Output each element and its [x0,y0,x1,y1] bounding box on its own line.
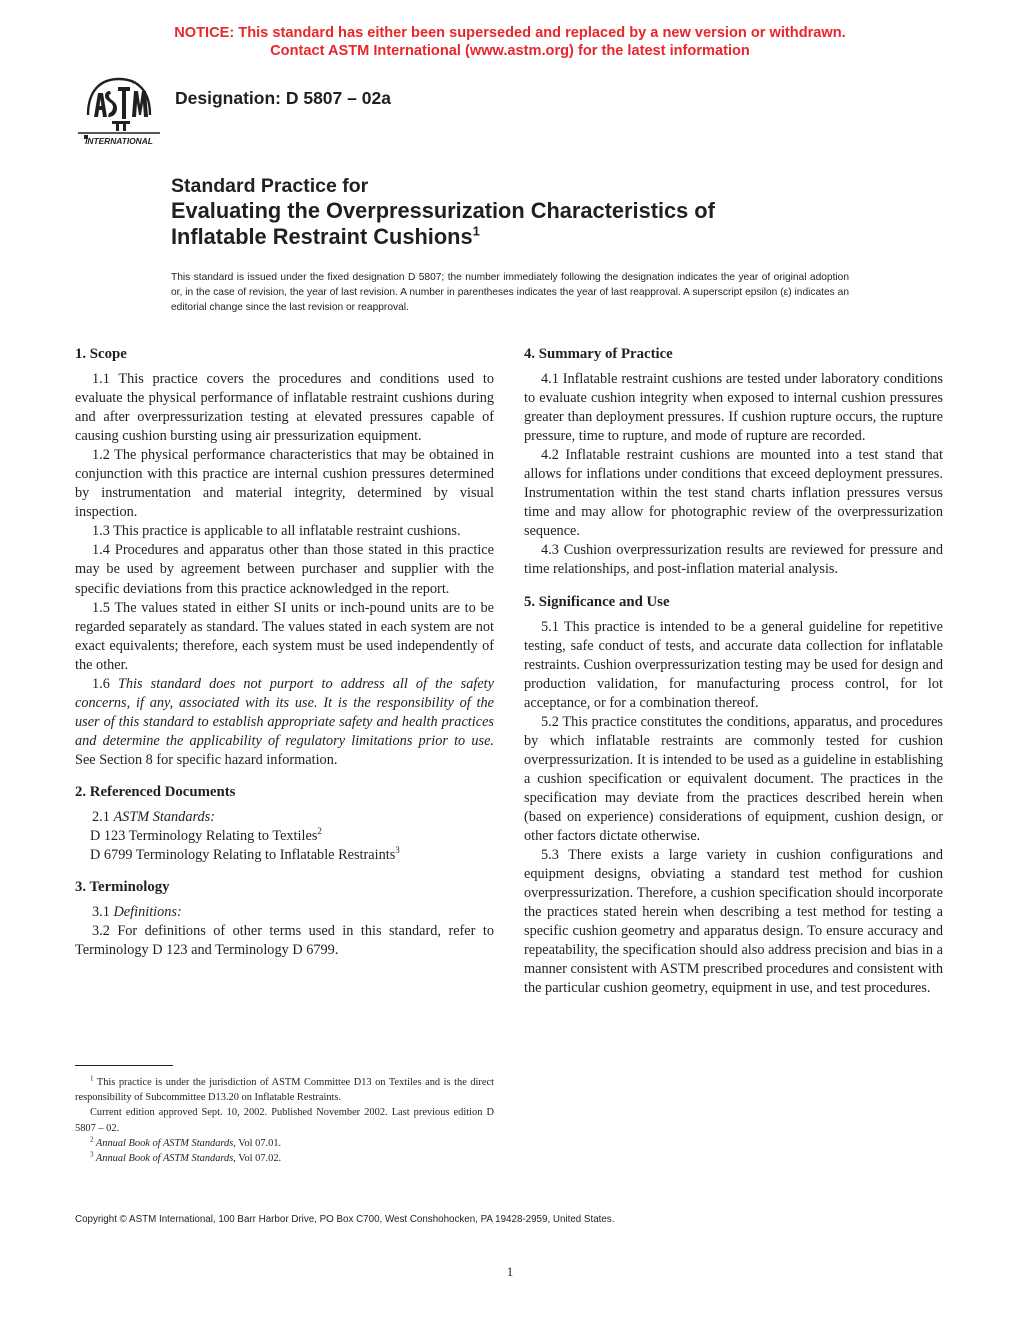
paragraph-1-6 [75,675,494,770]
footnote-1-current-edition: Current edition approved Sept. 10, 2002. Published November 2002. Last previous edition D 5807 – 02. [75,1107,494,1134]
footnotes [75,1075,494,1166]
notice-line-2: Contact ASTM International (www.astm.org) for the latest information [270,42,750,59]
footnote-book-title: Annual Book of ASTM Standards [93,1137,234,1149]
paragraph-1-4: 1.4 Procedures and apparatus other than those stated in this practice may be used by agreement between purchaser and supplier with the specific deviations from this practice acknowledged in the report. [75,542,494,597]
astm-logo [76,73,162,147]
paragraph-1-2: 1.2 The physical performance characteristics that may be obtained in conjunction with this practice are internal cushion pressures determined by instrumentation and material integrity, determined by visual inspection. [75,447,494,521]
footnote-1 [75,1075,494,1105]
withdrawn-notice [0,25,1020,60]
title-main [171,198,931,250]
issue-note: This standard is issued under the fixed designation D 5807; the number immediately following the designation indicates the year of original adoption or, in the case of revision, the year of last revision. A number in parentheses indicates the year of last reapproval. A superscript epsilon (ε) indicates an editorial change since the last revision or reapproval. [171,272,849,313]
section-heading: 5. Significance and Use [524,593,670,610]
reference-d6799 [75,846,494,865]
paragraph-2-1 [75,808,494,827]
footnote-book-title: Annual Book of ASTM Standards [93,1153,234,1165]
footnote-2 [75,1136,494,1151]
footnote-mark: 2 [317,826,322,837]
astm-logo-icon [76,73,162,147]
paragraph-tail: See Section 8 for specific hazard information. [75,751,338,768]
reference-text: D 123 Terminology Relating to Textiles [90,828,318,845]
left-column [75,344,494,972]
paragraph-4-1: 4.1 Inflatable restraint cushions are tested under laboratory conditions to evaluate cushion integrity when exposed to internal cushion pressures greater than deployment pressures. If cushion rupture occurs, the rupture pressure, time to rupture, and mode of rupture are recorded. [524,371,943,445]
reference-d123 [75,827,494,846]
footnote-mark: 3 [395,845,400,856]
paragraph-1-1: 1.1 This practice covers the procedures and conditions used to evaluate the physical performance of inflatable restraint cushions during and after overpressurization testing at elevated pressures capable of causing cushion bursting using air pressurization equipment. [75,371,494,445]
paragraph-3-1 [75,903,494,922]
reference-text: D 6799 Terminology Relating to Inflatable Restraints [90,847,396,864]
safety-caveat: This standard does not purport to address all of the safety concerns, if any, associated with its use. It is the responsibility of the user of this standard to establish appropriate safety and health practices and determine the applicability of regulatory limitations prior to use. [75,675,494,749]
paragraph-1-5: 1.5 The values stated in either SI units or inch-pound units are to be regarded separately as standard. The values stated in each system are not exact equivalents; therefore, each system must be used independently of the other. [75,599,494,673]
title-line-2: Inflatable Restraint Cushions [171,224,473,249]
footnote-mark: 1 [90,1074,94,1083]
paragraph-5-1: 5.1 This practice is intended to be a general guideline for repetitive testing, safe conduct of tests, and accurate data collection for inflatable restraints. Cushion overpressurization testing may be used for design and production validation, for manufacturing process control, for lot acceptance, or for a combination thereof. [524,618,943,711]
section-referenced-documents [75,782,494,865]
footnote-mark: 2 [90,1135,94,1144]
document-title [171,174,931,250]
section-heading: 4. Summary of Practice [524,346,673,362]
footnote-mark: 3 [90,1150,94,1159]
section-summary [524,344,943,580]
footnote-text: This practice is under the jurisdiction of ASTM Committee D13 on Textiles and is the direct responsibility of Subcommittee D13.20 on Inflatable Restraints. [75,1077,494,1104]
title-line-1: Evaluating the Overpressurization Characteristics of [171,198,715,223]
copyright-line: Copyright © ASTM International, 100 Barr Harbor Drive, PO Box C700, West Conshohocken, PA 19428-2959, United States. [75,1214,615,1225]
paragraph-4-2: 4.2 Inflatable restraint cushions are mounted into a test stand that allows for inflations under conditions that exceed deployment pressures. Instrumentation within the test stand charts inflation pressures versus time and may allow for photographic review of the overpressurization sequence. [524,447,943,540]
section-significance [524,592,943,999]
paragraph-4-3: 4.3 Cushion overpressurization results are reviewed for pressure and time relationships, and post-inflation material analysis. [524,542,943,578]
paragraph-number: 3.1 [92,904,114,921]
section-terminology [75,877,494,960]
section-heading: 2. Referenced Documents [75,783,236,800]
title-prefix: Standard Practice for [171,175,369,197]
footnote-volume: , Vol 07.01. [233,1137,282,1149]
paragraph-number: 1.6 [92,675,118,692]
paragraph-3-2: 3.2 For definitions of other terms used in this standard, refer to Terminology D 123 and Terminology D 6799. [75,923,494,959]
designation: Designation: D 5807 – 02a [175,88,391,108]
footnote-volume: , Vol 07.02. [233,1153,282,1165]
section-heading: 3. Terminology [75,879,170,896]
right-column [524,344,943,1010]
footnote-3 [75,1151,494,1166]
notice-line-1: NOTICE: This standard has either been superseded and replaced by a new version or withdrawn. [174,25,846,41]
section-heading: 1. Scope [75,346,127,362]
footnote-divider [75,1065,173,1066]
section-scope [75,344,494,770]
paragraph-1-3: 1.3 This practice is applicable to all inflatable restraint cushions. [92,523,461,540]
paragraph-number: 2.1 [92,808,114,825]
paragraph-5-3: 5.3 There exists a large variety in cushion configurations and equipment designs, obviating a standard test method for cushion overpressurization. Therefore, a cushion specification should incorporate the practices stated herein when describing a test method for testing a specific cushion geometry and apparatus design. To ensure accuracy and repeatability, the specification should also address precision and bias in a manner consistent with ASTM prescribed procedures and consistent with the particular cushion geometry, equipment in use, and test procedures. [524,847,943,997]
paragraph-5-2: 5.2 This practice constitutes the conditions, apparatus, and procedures by which inflatable restraints are commonly tested for cushion overpressurization. It is intended to be used as a guideline in establishing a cushion specification or equivalent document. The practices in the specification may deviate from the practices described herein when (based on experience) considerations of equipment, cushion design, or other factors dictate otherwise. [524,713,943,845]
logo-caption: INTERNATIONAL [85,136,153,146]
definitions-label: Definitions: [113,904,182,921]
astm-standards-label: ASTM Standards: [113,808,215,825]
title-footnote-mark: 1 [472,223,480,239]
page-number: 1 [506,1264,514,1279]
